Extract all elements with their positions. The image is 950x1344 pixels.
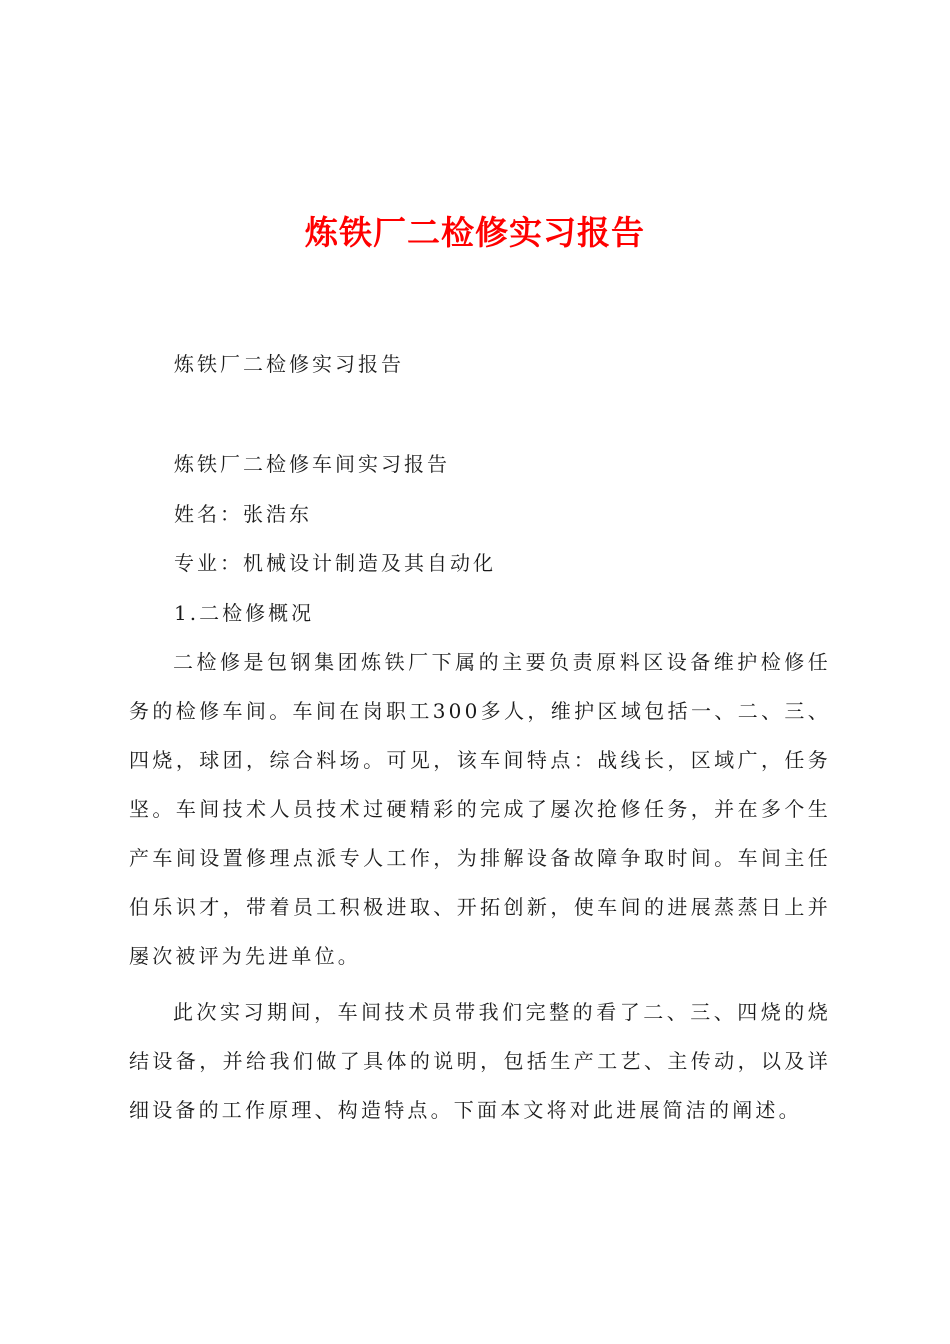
document-title: 炼铁厂二检修实习报告 bbox=[305, 213, 645, 252]
body-paragraph: 此次实习期间，车间技术员带我们完整的看了二、三、四烧的烧结设备，并给我们做了具体的说明，包括生产工艺、主传动，以及详细设备的工作原理、构造特点。下面本文将对此进展简洁的阐述。 bbox=[129, 1000, 831, 1122]
body-paragraph: 二检修是包钢集团炼铁厂下属的主要负责原料区设备维护检修任务的检修车间。车间在岗职工300多人，维护区域包括一、二、三、四烧，球团，综合料场。可见，该车间特点：战线长，区域广，任务坚。车间技术人员技术过硬精彩的完成了屡次抢修任务，并在多个生产车间设置修理点派专人工作，为排解设备故障争取时间。车间主任伯乐识才，带着员工积极进取、开拓创新，使车间的进展蒸蒸日上并屡次被评为先进单位。 bbox=[129, 650, 831, 968]
section-heading: 1.二检修概况 bbox=[174, 601, 315, 625]
document-subtitle: 炼铁厂二检修实习报告 bbox=[174, 352, 404, 376]
name-line: 姓名：张浩东 bbox=[174, 502, 312, 526]
report-heading: 炼铁厂二检修车间实习报告 bbox=[174, 452, 450, 476]
major-line: 专业：机械设计制造及其自动化 bbox=[174, 551, 496, 575]
